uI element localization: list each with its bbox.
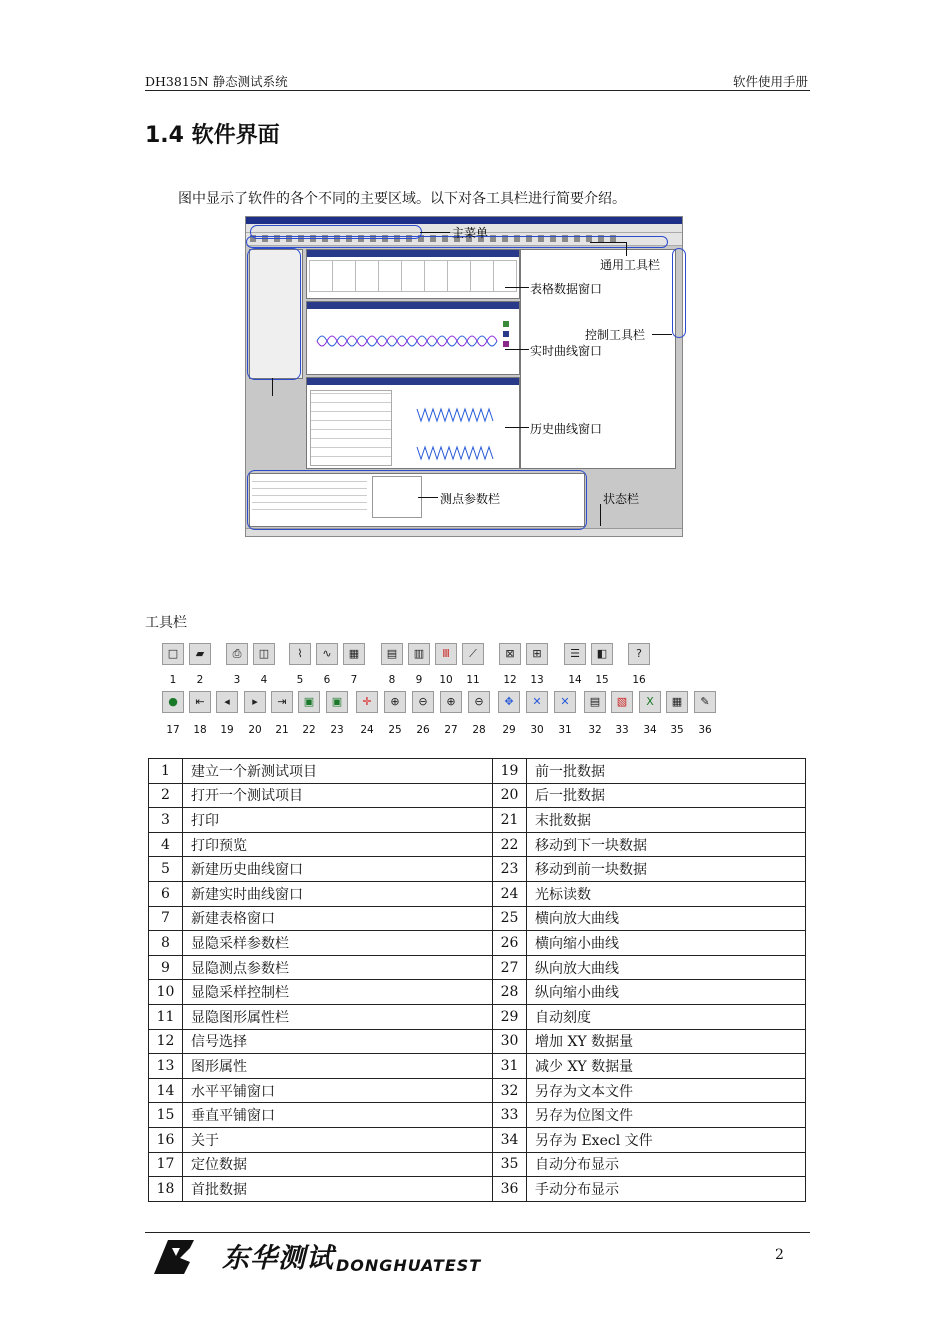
signal-select-icon[interactable]: ⊠: [499, 643, 521, 665]
new-history-curve-icon[interactable]: ⌇: [289, 643, 311, 665]
table-row: 10 显隐采样控制栏 28 纵向缩小曲线: [149, 980, 806, 1005]
new-project-icon[interactable]: □: [162, 643, 184, 665]
sampling-oval: [247, 248, 301, 380]
toggle-graph-attr-icon[interactable]: ⟋: [462, 643, 484, 665]
table-row: 11 显隐图形属性栏 29 自动刻度: [149, 1004, 806, 1029]
first-batch-icon[interactable]: ⇤: [189, 691, 211, 713]
last-batch-icon[interactable]: ⇥: [271, 691, 293, 713]
print-icon[interactable]: ⎙: [226, 643, 248, 665]
print-preview-icon[interactable]: ◫: [253, 643, 275, 665]
cursor-read-icon[interactable]: ✛: [356, 691, 378, 713]
table-row: 13 图形属性 31 减少 XY 数据量: [149, 1054, 806, 1079]
table-row: 18 首批数据 36 手动分布显示: [149, 1177, 806, 1202]
table-row: 6 新建实时曲线窗口 24 光标读数: [149, 881, 806, 906]
table-row: 12 信号选择 30 增加 XY 数据量: [149, 1029, 806, 1054]
header-left: DH3815N 静态测试系统: [145, 74, 288, 89]
next-batch-icon[interactable]: ▸: [244, 691, 266, 713]
new-table-icon[interactable]: ▦: [343, 643, 365, 665]
toggle-sampling-param-icon[interactable]: ▤: [381, 643, 403, 665]
logo-en: DONGHUATEST: [336, 1256, 482, 1275]
save-text-icon[interactable]: ▤: [584, 691, 606, 713]
table-row: 4 打印预览 22 移动到下一块数据: [149, 832, 806, 857]
table-row: 17 定位数据 35 自动分布显示: [149, 1152, 806, 1177]
control-toolbar-oval: [672, 248, 686, 338]
prev-batch-icon[interactable]: ◂: [216, 691, 238, 713]
toolbar-function-table: [148, 758, 806, 1202]
label-status-bar: 状态栏: [603, 492, 640, 506]
toggle-point-param-icon[interactable]: ▥: [408, 643, 430, 665]
page-header: [145, 70, 810, 91]
label-history-window: 历史曲线窗口: [530, 422, 603, 436]
history-curve-pane: [306, 377, 520, 469]
table-row: 8 显隐采样参数栏 26 横向缩小曲线: [149, 931, 806, 956]
table-row: 16 关于 34 另存为 Execl 文件: [149, 1127, 806, 1152]
about-icon[interactable]: ?: [628, 643, 650, 665]
open-project-icon[interactable]: ▰: [189, 643, 211, 665]
zoom-out-vertical-icon[interactable]: ⊖: [468, 691, 490, 713]
save-bitmap-icon[interactable]: ▧: [611, 691, 633, 713]
auto-scale-icon[interactable]: ✥: [498, 691, 520, 713]
zoom-in-horizontal-icon[interactable]: ⊕: [384, 691, 406, 713]
decrease-xy-icon[interactable]: ✕: [554, 691, 576, 713]
next-block-icon[interactable]: ▣: [298, 691, 320, 713]
label-main-menu: 主菜单: [452, 226, 489, 240]
section-title: 1.4 软件界面: [145, 123, 280, 148]
table-row: 3 打印 21 末批数据: [149, 808, 806, 833]
table-row: 9 显隐测点参数栏 27 纵向放大曲线: [149, 955, 806, 980]
header-right: 软件使用手册: [732, 74, 808, 89]
footer-rule: [145, 1232, 810, 1233]
label-realtime-window: 实时曲线窗口: [530, 344, 603, 358]
tile-vertical-icon[interactable]: ◧: [591, 643, 613, 665]
manual-distribution-icon[interactable]: ✎: [694, 691, 716, 713]
window-titlebar: [246, 217, 682, 224]
table-row: 5 新建历史曲线窗口 23 移动到前一块数据: [149, 857, 806, 882]
company-logo: [150, 1236, 550, 1282]
zoom-in-vertical-icon[interactable]: ⊕: [440, 691, 462, 713]
realtime-curve-pane: [306, 301, 520, 375]
table-row: 2 打开一个测试项目 20 后一批数据: [149, 783, 806, 808]
zoom-out-horizontal-icon[interactable]: ⊖: [412, 691, 434, 713]
page-number: 2: [775, 1247, 784, 1263]
label-point-param-bar: 测点参数栏: [440, 492, 501, 506]
graph-attr-icon[interactable]: ⊞: [526, 643, 548, 665]
logo-cn: 东华测试: [222, 1243, 334, 1274]
toggle-sampling-control-icon[interactable]: Ⅲ: [435, 643, 457, 665]
intro-paragraph: 图中显示了软件的各个不同的主要区域。以下对各工具栏进行简要介绍。: [178, 191, 626, 207]
table-row: 15 垂直平铺窗口 33 另存为位图文件: [149, 1103, 806, 1128]
prev-block-icon[interactable]: ▣: [326, 691, 348, 713]
toolbar-title: 工具栏: [145, 615, 187, 631]
label-table-window: 表格数据窗口: [530, 282, 603, 296]
new-realtime-curve-icon[interactable]: ∿: [316, 643, 338, 665]
tile-horizontal-icon[interactable]: ☰: [564, 643, 586, 665]
label-common-toolbar: 通用工具栏: [600, 258, 661, 272]
save-excel-icon[interactable]: X: [639, 691, 661, 713]
table-row: 1 建立一个新测试项目 19 前一批数据: [149, 759, 806, 784]
table-row: 14 水平平铺窗口 32 另存为文本文件: [149, 1078, 806, 1103]
label-control-toolbar: 控制工具栏: [585, 328, 646, 342]
increase-xy-icon[interactable]: ✕: [526, 691, 548, 713]
locate-data-icon[interactable]: ●: [162, 691, 184, 713]
table-row: 7 新建表格窗口 25 横向放大曲线: [149, 906, 806, 931]
table-pane: [306, 249, 520, 299]
auto-distribution-icon[interactable]: ▦: [666, 691, 688, 713]
point-param-oval: [247, 470, 587, 530]
